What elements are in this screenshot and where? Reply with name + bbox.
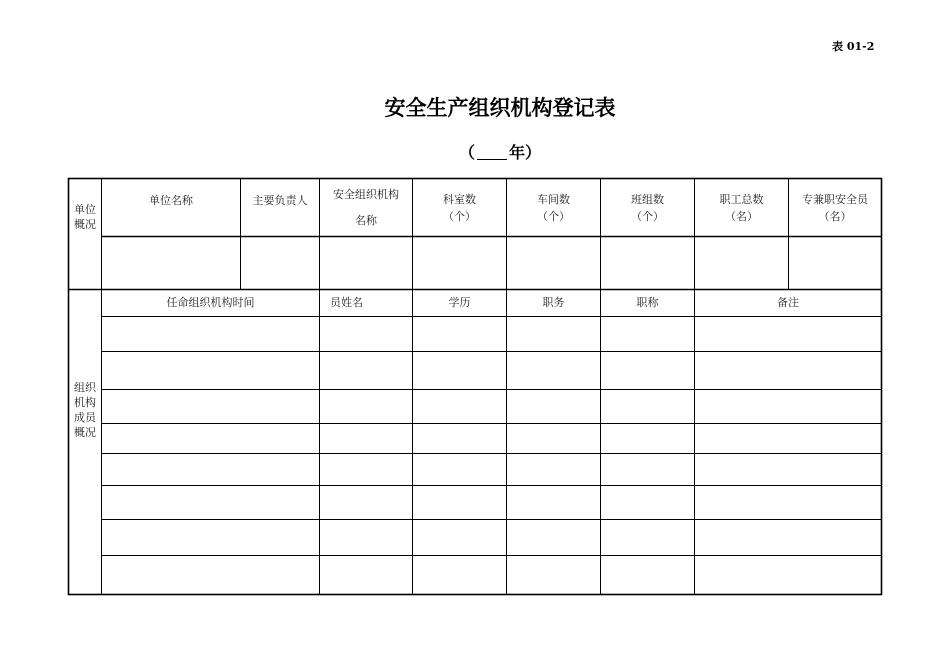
members-overview-label: 组织机构成员概况 xyxy=(74,381,96,439)
header-org-name xyxy=(320,182,412,234)
header-org-name-line2: 名称 xyxy=(355,214,377,227)
header-workshops xyxy=(507,191,600,225)
header-principal: 主要负责人 xyxy=(252,194,308,207)
table-outer-border xyxy=(69,179,882,595)
header-workshops-line1: 车间数 xyxy=(537,193,570,206)
header-sections-line1: 科室数 xyxy=(443,193,476,206)
header-org-name-line1: 安全组织机构 xyxy=(333,188,399,201)
header-safety-officers-line1: 专兼职安全员 xyxy=(802,193,868,206)
header-staff-total xyxy=(695,191,788,225)
year-label: 年 xyxy=(508,143,525,162)
page-title: 安全生产组织机构登记表 xyxy=(384,95,616,120)
form-code: 表 01-2 xyxy=(832,40,875,53)
header-unit-name: 单位名称 xyxy=(149,194,193,207)
header-appoint-time: 任命组织机构时间 xyxy=(166,296,255,309)
header-education: 学历 xyxy=(448,296,471,309)
header-staff-total-line2: （名） xyxy=(725,210,758,223)
unit-overview-label: 单位概况 xyxy=(74,203,96,231)
header-member-name: 员姓名 xyxy=(330,296,363,309)
header-sections-line2: （个） xyxy=(443,210,476,223)
header-teams xyxy=(601,191,694,225)
header-safety-officers xyxy=(789,191,881,225)
header-title: 职称 xyxy=(636,296,659,309)
header-sections xyxy=(413,191,506,225)
year-open-paren: （ xyxy=(458,143,475,162)
header-workshops-line2: （个） xyxy=(537,210,570,223)
header-teams-line2: （个） xyxy=(631,210,664,223)
year-close-paren: ） xyxy=(525,143,542,162)
header-safety-officers-line2: （名） xyxy=(818,210,852,223)
header-teams-line1: 班组数 xyxy=(631,193,664,206)
header-staff-total-line1: 职工总数 xyxy=(719,193,764,206)
header-position: 职务 xyxy=(542,296,565,309)
header-remarks: 备注 xyxy=(777,296,799,309)
